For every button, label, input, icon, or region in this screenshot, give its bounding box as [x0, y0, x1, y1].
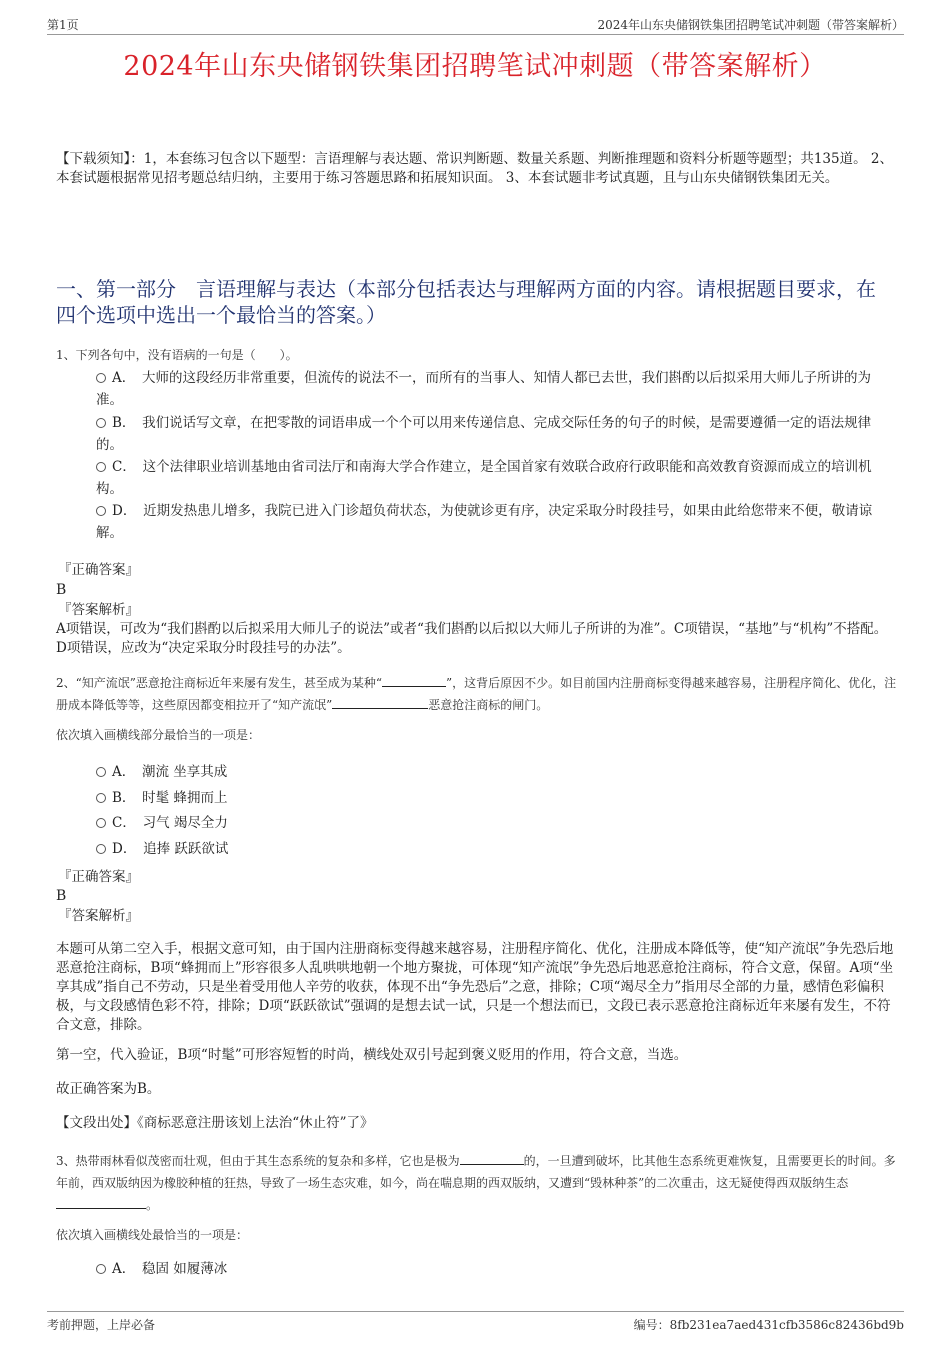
option-text: C． 这个法律职业培训基地由省司法厅和南海大学合作建立，是全国首家有效联合政府行政职能和高效教育资源而成立的培训机构。 — [96, 459, 872, 497]
header-doc-title: 2024年山东央储钢铁集团招聘笔试冲刺题（带答案解析） — [597, 18, 904, 32]
q2-instruction: 依次填入画横线部分最恰当的一项是： — [56, 728, 261, 742]
footer-serial: 编号：8fb231ea7aed431cfb3586c82436bd9b — [633, 1318, 904, 1332]
option-text: A． 大师的这段经历非常重要，但流传的说法不一，而所有的当事人、知情人都已去世，我们斟酌以后拟采用大师儿子所讲的为准。 — [96, 370, 871, 408]
option-text: A． 稳固 如履薄冰 — [112, 1261, 228, 1277]
option-text: B． 我们说话写文章，在把零散的词语串成一个个可以用来传递信息、完成交际任务的句子的时候，是需要遵循一定的语法规律的。 — [96, 415, 872, 453]
q1-analysis: A项错误，可改为“我们斟酌以后拟采用大师儿子的说法”或者“我们斟酌以后拟以大师儿子所讲的为准”。C项错误，“基地”与“机构”不搭配。D项错误，应改为“决定采取分时段挂号的办法”。 — [56, 621, 888, 656]
radio-icon[interactable] — [96, 793, 106, 803]
question-1-option-a[interactable] — [96, 367, 884, 411]
radio-icon[interactable] — [96, 1264, 106, 1274]
question-2-option-a[interactable] — [96, 761, 884, 783]
option-text: B． 时髦 蜂拥而上 — [112, 790, 228, 806]
question-3-option-a[interactable] — [96, 1258, 884, 1280]
q2-conclusion: 故正确答案为B。 — [56, 1081, 161, 1097]
question-3-stem — [56, 1150, 898, 1216]
question-2-stem — [56, 672, 898, 716]
question-1-option-b[interactable] — [96, 412, 884, 456]
download-notice: 【下载须知】：1，本套练习包含以下题型：言语理解与表达题、常识判断题、数量关系题、判断推理题和资料分析题等题型；共135道。 2、本套试题根据常见招考题总结归纳，主要用于练习答题思路和拓展知识面。 3、本套试题非考试真题，且与山东央储钢铁集团无关。 — [56, 151, 893, 186]
q2-stem-part-1: 2、“知产流氓”恶意抢注商标近年来屡有发生，甚至成为某种“ — [56, 676, 383, 690]
q2-stem-part-2: ”，这背后原因不少。如目前国内注册商标变得越来越容易，注册程序简化、优化，注册成本降低等等，这些原因都变相拉开了“知产流氓” — [56, 676, 897, 712]
option-text: D． 近期发热患儿增多，我院已进入门诊超负荷状态，为使就诊更有序，决定采取分时段挂号，如果由此给您带来不便，敬请谅解。 — [96, 503, 873, 541]
fill-blank — [332, 696, 428, 709]
q3-instruction: 依次填入画横线处最恰当的一项是： — [56, 1228, 249, 1242]
q2-analysis-label: 『答案解析』 — [58, 908, 139, 924]
question-1-option-c[interactable] — [96, 456, 884, 500]
question-2-option-c[interactable] — [96, 812, 884, 834]
q1-answer: B — [56, 582, 67, 598]
q2-source: 【文段出处】《商标恶意注册该划上法治“休止符”了》 — [56, 1115, 374, 1131]
footer-slogan: 考前押题，上岸必备 — [47, 1318, 156, 1332]
q3-stem-part-1: 3、热带雨林看似茂密而壮观，但由于其生态系统的复杂和多样，它也是极为 — [56, 1154, 460, 1168]
option-text: C． 习气 竭尽全力 — [112, 815, 228, 831]
q2-analysis: 本题可从第二空入手，根据文意可知，由于国内注册商标变得越来越容易，注册程序简化、优化，注册成本降低等，使“知产流氓”争先恐后地恶意抢注商标，B项“蜂拥而上”形容很多人乱哄哄地朝一个地方聚拢，可体现“知产流氓”争先恐后地恶意抢注商标，符合文意，保留。A项“坐享其成”指自己不劳动，只是坐着受用他人辛劳的收获，体现不出“争先恐后”之意，排除；C项“竭尽全力”指用尽全部的力量，感情色彩偏积极，与文段感情色彩不符，排除；D项“跃跃欲试”强调的是想去试一试，只是一个想法而已，文段已表示恶意抢注商标近年来屡有发生，不符合文意，排除。 — [56, 941, 894, 1033]
question-1-option-d[interactable] — [96, 500, 884, 544]
q3-stem-part-2: 的，一旦遭到破坏，比其他生态系统更难恢复，且需要更长的时间。多年前，西双版纳因为橡胶种植的狂热，导致了一场生态灾难，如今，尚在喘息期的西双版纳，又遭到“毁林种茶”的二次重击，这无疑使得西双版纳生态 — [56, 1154, 896, 1190]
q2-stem-part-3: 恶意抢注商标的闸门。 — [428, 698, 549, 712]
section-heading: 一、第一部分 言语理解与表达（本部分包括表达与理解两方面的内容。请根据题目要求，在四个选项中选出一个最恰当的答案。） — [56, 277, 876, 327]
radio-icon[interactable] — [96, 844, 106, 854]
question-1-stem: 1、下列各句中，没有语病的一句是（ ）。 — [56, 348, 298, 362]
radio-icon[interactable] — [96, 462, 106, 472]
option-text: D． 追捧 跃跃欲试 — [112, 841, 229, 857]
q2-answer-label: 『正确答案』 — [58, 869, 139, 885]
radio-icon[interactable] — [96, 506, 106, 516]
q2-analysis-second-blank: 第一空，代入验证，B项“时髦”可形容短暂的时尚，横线处双引号起到褒义贬用的作用，符合文意，当选。 — [56, 1047, 688, 1063]
question-2-option-b[interactable] — [96, 787, 884, 809]
fill-blank — [382, 674, 446, 687]
q3-stem-part-3: 。 — [146, 1198, 159, 1212]
q2-answer: B — [56, 888, 67, 904]
option-text: A． 潮流 坐享其成 — [112, 764, 228, 780]
radio-icon[interactable] — [96, 373, 106, 383]
q1-answer-label: 『正确答案』 — [58, 562, 139, 578]
q1-analysis-label: 『答案解析』 — [58, 602, 139, 618]
page-header — [47, 14, 904, 35]
fill-blank — [460, 1152, 524, 1165]
page-number: 第1页 — [47, 18, 79, 32]
radio-icon[interactable] — [96, 818, 106, 828]
radio-icon[interactable] — [96, 767, 106, 777]
page-footer — [47, 1311, 904, 1334]
radio-icon[interactable] — [96, 418, 106, 428]
fill-blank — [56, 1196, 146, 1209]
document-title: 2024年山东央储钢铁集团招聘笔试冲刺题（带答案解析） — [123, 51, 827, 82]
question-2-option-d[interactable] — [96, 838, 884, 860]
